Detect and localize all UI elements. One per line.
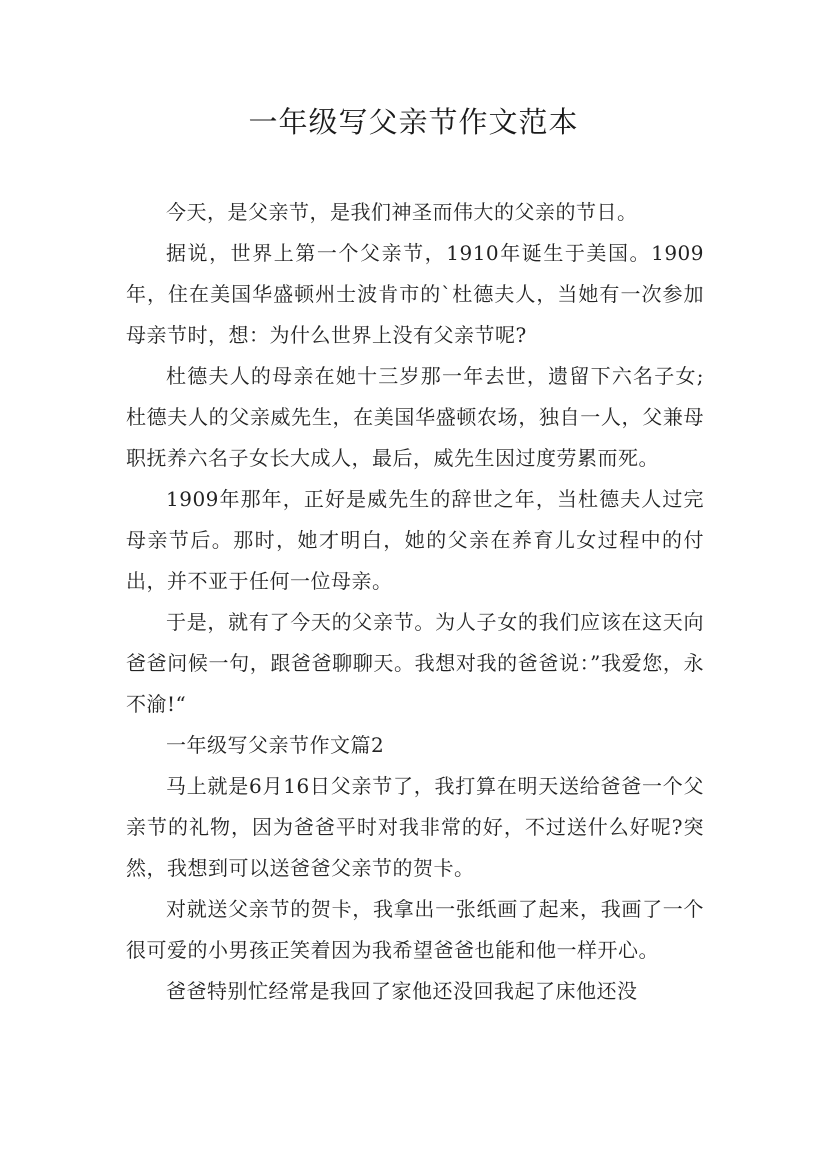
- paragraph: 马上就是6月16日父亲节了，我打算在明天送给爸爸一个父亲节的礼物，因为爸爸平时对我非常的好，不过送什么好呢?突然，我想到可以送爸爸父亲节的贺卡。: [126, 774, 704, 880]
- paragraph: 对就送父亲节的贺卡，我拿出一张纸画了起来，我画了一个很可爱的小男孩正笑着因为我希望爸爸也能和他一样开心。: [126, 897, 704, 962]
- document-title: 一年级写父亲节作文范本: [248, 105, 579, 139]
- paragraph: 1909年那年，正好是威先生的辞世之年，当杜德夫人过完母亲节后。那时，她才明白，她的父亲在养育儿女过程中的付出，并不亚于任何一位母亲。: [126, 487, 704, 593]
- paragraph: 于是，就有了今天的父亲节。为人子女的我们应该在这天向爸爸问候一句，跟爸爸聊聊天。我想对我的爸爸说：”我爱您，永不渝!“: [126, 610, 704, 716]
- paragraph: 今天，是父亲节，是我们神圣而伟大的父亲的节日。: [166, 200, 638, 224]
- paragraph: 据说，世界上第一个父亲节，1910年诞生于美国。1909年，住在美国华盛顿州士波肯市的`杜德夫人，当她有一次参加母亲节时，想：为什么世界上没有父亲节呢?: [126, 241, 704, 347]
- document-body: [126, 192, 704, 1012]
- section-heading: 一年级写父亲节作文篇2: [166, 733, 385, 757]
- paragraph: 爸爸特别忙经常是我回了家他还没回我起了床他还没: [166, 979, 638, 1003]
- paragraph: 杜德夫人的母亲在她十三岁那一年去世，遗留下六名子女;杜德夫人的父亲威先生，在美国华盛顿农场，独自一人，父兼母职抚养六名子女长大成人，最后，威先生因过度劳累而死。: [126, 364, 704, 470]
